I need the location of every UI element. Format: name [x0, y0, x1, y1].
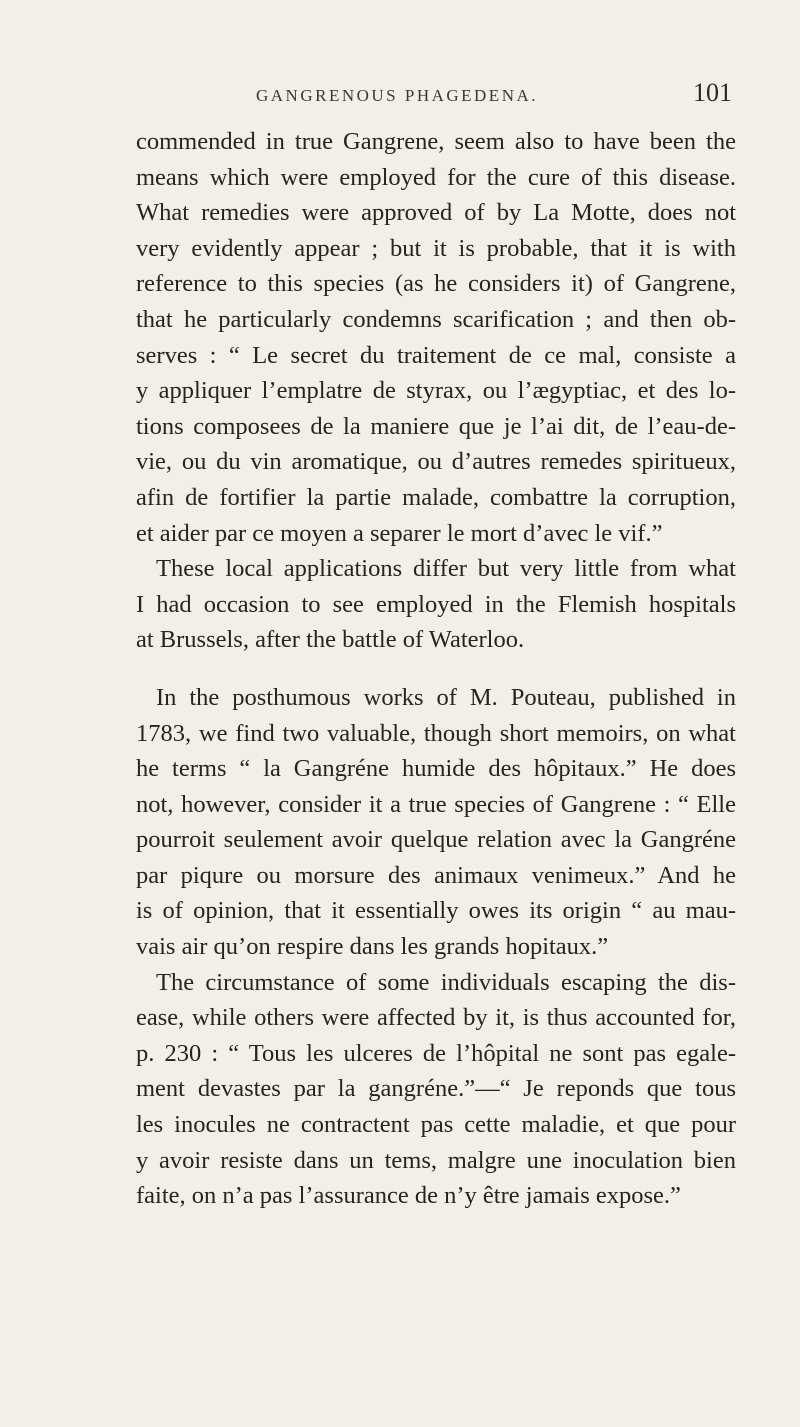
running-title: GANGRENOUS PHAGEDENA.	[256, 86, 538, 105]
text-line: vais air qu’on respire dans les grands hopitaux.”	[136, 933, 609, 961]
text-line: means which were employed for the cure of this disease.	[136, 163, 736, 191]
text-line: he terms “ la Gangréne humide des hôpitaux.” He does	[136, 755, 736, 783]
body-text	[136, 124, 736, 1214]
text-line: ease, while others were affected by it, is thus accounted for,	[136, 1004, 736, 1032]
paragraph-2	[136, 551, 736, 658]
running-head	[136, 78, 732, 118]
text-line: commended in true Gangrene, seem also to have been the	[136, 128, 736, 155]
text-line: The circumstance of some individuals escaping the dis-	[156, 968, 736, 996]
text-line: 1783, we find two valuable, though short memoirs, on what	[136, 719, 736, 747]
text-line: at Brussels, after the battle of Waterloo.	[136, 626, 525, 654]
text-line: reference to this species (as he considers it) of Gangrene,	[136, 270, 736, 298]
paragraph-1	[136, 124, 736, 551]
text-line: afin de fortifier la partie malade, combattre la corruption,	[136, 483, 736, 511]
text-line: What remedies were approved of by La Motte, does not	[136, 199, 736, 227]
text-line: et aider par ce moyen a separer le mort d’avec le vif.”	[136, 519, 663, 547]
text-line: vie, ou du vin aromatique, ou d’autres remedes spiritueux,	[136, 448, 736, 476]
text-line: that he particularly condemns scarification ; and then ob-	[136, 305, 736, 333]
text-line: I had occasion to see employed in the Flemish hospitals	[136, 590, 736, 618]
text-line: These local applications differ but very little from what	[156, 555, 736, 583]
paragraph-4	[136, 965, 736, 1214]
text-line: y avoir resiste dans un tems, malgre une inoculation bien	[136, 1146, 736, 1174]
text-line: y appliquer l’emplatre de styrax, ou l’ægyptiac, et des lo-	[136, 377, 736, 405]
text-line: par piqure ou morsure des animaux venimeux.” And he	[136, 861, 736, 889]
text-line: tions composees de la maniere que je l’ai dit, de l’eau-de-	[136, 412, 736, 440]
text-line: les inocules ne contractent pas cette maladie, et que pour	[136, 1111, 736, 1139]
text-line: faite, on n’a pas l’assurance de n’y être jamais expose.”	[136, 1182, 681, 1210]
text-line: is of opinion, that it essentially owes its origin “ au mau-	[136, 897, 736, 925]
text-line: not, however, consider it a true species of Gangrene : “ Elle	[136, 790, 736, 818]
text-line: p. 230 : “ Tous les ulceres de l’hôpital ne sont pas egale-	[136, 1039, 736, 1067]
page-number: 101	[693, 78, 732, 107]
text-line: ment devastes par la gangréne.”—“ Je reponds que tous	[136, 1075, 736, 1103]
paragraph-3	[136, 680, 736, 965]
text-line: serves : “ Le secret du traitement de ce mal, consiste a	[136, 341, 736, 369]
text-line: pourroit seulement avoir quelque relation avec la Gangréne	[136, 826, 736, 854]
text-line: In the posthumous works of M. Pouteau, published in	[156, 683, 736, 711]
paragraph-gap	[136, 658, 736, 680]
text-line: very evidently appear ; but it is probable, that it is with	[136, 234, 736, 262]
